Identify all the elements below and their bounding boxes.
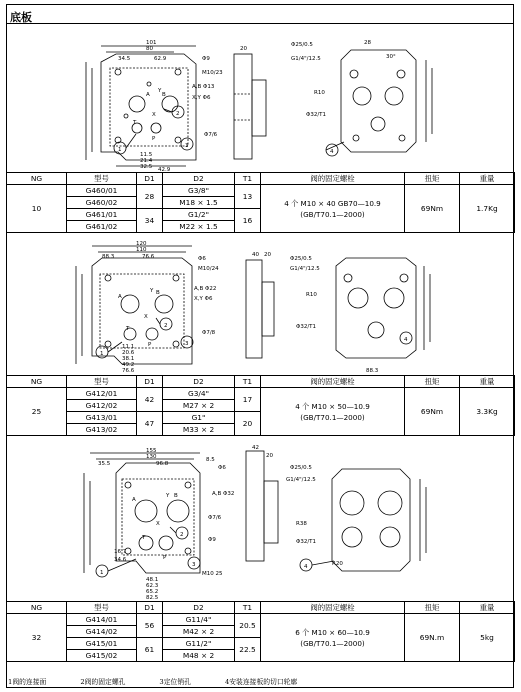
d2-cell: G1/2"	[163, 209, 235, 221]
ng25-side-view	[246, 260, 262, 358]
torque-cell: 69N.m	[405, 614, 460, 662]
legend-item: 1阀的连接面	[8, 678, 47, 686]
model-cell: G412/02	[67, 400, 137, 412]
header-t1: T1	[235, 173, 261, 185]
ng25-callout-number: 2	[164, 323, 168, 329]
ng32-callout-number: 4	[304, 564, 308, 570]
ng10-callout-number: 4	[330, 149, 334, 155]
ng32-callout: M10 25	[202, 571, 223, 577]
drawing-ng25	[6, 238, 514, 374]
weight-cell: 1.7Kg	[460, 185, 515, 233]
ng25-callout: A,B Φ22	[194, 286, 217, 292]
ng25-dim: 20.6	[122, 350, 135, 356]
d1-cell: 61	[137, 638, 163, 662]
t1-cell: 20	[235, 412, 261, 436]
weight-cell: 5kg	[460, 614, 515, 662]
header-t1: T1	[235, 602, 261, 614]
ng25-dim: 38.1	[122, 356, 135, 362]
ng25-callout-number: 3	[185, 341, 189, 347]
ng25-dim: 88.3	[366, 368, 379, 374]
d2-cell: G11/4"	[163, 614, 235, 626]
ng25-dim: 120	[136, 241, 147, 247]
ng-value: 32	[7, 614, 67, 662]
bolt-line2: (GB/T70.1—2000)	[300, 638, 365, 648]
ng25-callout: 40	[252, 252, 259, 258]
ng25-label: A	[118, 294, 122, 300]
d2-cell: M22 × 1.5	[163, 221, 235, 233]
ng-value: 25	[7, 388, 67, 436]
ng10-callout: G1/4"/12.5	[291, 56, 321, 62]
t1-cell: 20.5	[235, 614, 261, 638]
ng25-dim: 88.3	[102, 254, 115, 260]
ng32-plate-outline	[116, 463, 200, 573]
d2-cell: G3/8"	[163, 185, 235, 197]
ng32-callout-number: 3	[192, 562, 196, 568]
ng32-callout: A,B Φ32	[212, 491, 235, 497]
ng32-rear-outline	[332, 469, 410, 571]
header-torque: 扭矩	[405, 376, 460, 388]
t1-cell: 13	[235, 185, 261, 209]
ng32-label: B	[174, 493, 178, 499]
legend-footer	[8, 676, 514, 686]
header-d2: D2	[163, 602, 235, 614]
ng25-callout: Φ32/T1	[296, 324, 317, 330]
ng32-callout: Φ32/T1	[296, 539, 317, 545]
header-ng: NG	[7, 173, 67, 185]
header-weight: 重量	[460, 602, 515, 614]
legend-item: 3定位销孔	[159, 678, 191, 686]
t1-cell: 16	[235, 209, 261, 233]
ng25-dim: 11.1	[122, 344, 135, 350]
ng25-dim: 110	[136, 247, 147, 253]
ng10-label: B	[162, 92, 166, 98]
d2-cell: M42 × 2	[163, 626, 235, 638]
ng10-callout-number: 2	[176, 111, 180, 117]
model-cell: G460/02	[67, 197, 137, 209]
ng10-label: A	[146, 92, 150, 98]
ng10-callout: Φ32/T1	[306, 112, 327, 118]
ng10-callout: A,B Φ13	[192, 84, 215, 90]
bolt-line1: 4 个 M10 × 40 GB70—10.9	[284, 198, 381, 208]
ng32-callout: 20	[266, 453, 273, 459]
d1-cell: 47	[137, 412, 163, 436]
ng32-label: A	[132, 497, 136, 503]
ng10-callout: 28	[364, 40, 371, 46]
header-ng: NG	[7, 602, 67, 614]
ng32-label: P	[163, 555, 167, 561]
ng10-callout: M10/23	[202, 70, 223, 76]
header-torque: 扭矩	[405, 602, 460, 614]
model-cell: G415/01	[67, 638, 137, 650]
header-weight: 重量	[460, 376, 515, 388]
ng10-callout-number: 1	[118, 147, 122, 153]
ng32-dim: 34.6	[114, 557, 127, 563]
ng32-callout: Φ25/0.5	[290, 465, 312, 471]
header-bolt: 阀的固定螺栓	[261, 602, 405, 614]
bolt-line1: 6 个 M10 × 60—10.9	[295, 627, 370, 637]
ng32-callout: Φ6	[218, 465, 226, 471]
ng32-callout-number: 2	[180, 532, 184, 538]
ng32-dim: 16.7	[114, 549, 127, 555]
ng10-callout-number: 3	[185, 143, 189, 149]
ng32-label: T	[142, 535, 146, 541]
ng32-callout-number: 1	[100, 570, 104, 576]
ng25-callout: R10	[306, 292, 317, 298]
ng10-callout: Φ7/6	[204, 132, 218, 138]
ng25-rear-outline	[336, 258, 416, 358]
ng25-label: X	[144, 314, 148, 320]
ng32-callout: R20	[332, 561, 343, 567]
model-cell: G461/01	[67, 209, 137, 221]
ng32-dim: 8.5	[206, 457, 215, 463]
ng25-callout-number: 4	[404, 337, 408, 343]
d2-cell: G1"	[163, 412, 235, 424]
header-model: 型号	[67, 173, 137, 185]
ng25-callout: G1/4"/12.5	[290, 266, 320, 272]
ng32-callout: 42	[252, 445, 259, 451]
ng25-callout: M10/24	[198, 266, 219, 272]
header-d1: D1	[137, 376, 163, 388]
header-model: 型号	[67, 602, 137, 614]
ng10-callout: 20	[240, 46, 247, 52]
torque-cell: 69Nm	[405, 388, 460, 436]
header-t1: T1	[235, 376, 261, 388]
weight-cell: 3.3Kg	[460, 388, 515, 436]
d1-cell: 56	[137, 614, 163, 638]
model-cell: G461/02	[67, 221, 137, 233]
ng32-callout: Φ9	[208, 537, 216, 543]
ng25-dim: 76.6	[142, 254, 155, 260]
d2-cell: M33 × 2	[163, 424, 235, 436]
ng25-callout: X,Y Φ6	[194, 296, 213, 302]
ng32-callout: R38	[296, 521, 307, 527]
ng10-port-a	[129, 96, 145, 112]
header-model: 型号	[67, 376, 137, 388]
bolt-cell	[261, 185, 405, 233]
ng10-label: X	[152, 112, 156, 118]
ng32-dim: 62.3	[146, 583, 159, 589]
header-bolt: 阀的固定螺栓	[261, 376, 405, 388]
ng10-dim: 11.5	[140, 152, 153, 158]
ng32-side-view	[246, 451, 264, 561]
model-cell: G415/02	[67, 650, 137, 662]
ng10-port-b	[162, 96, 178, 112]
model-cell: G460/01	[67, 185, 137, 197]
ng10-dim: 34.5	[118, 56, 131, 62]
ng32-dim: 130	[146, 454, 157, 460]
bolt-line2: (GB/T70.1—2000)	[300, 209, 365, 219]
d1-cell: 28	[137, 185, 163, 209]
ng10-callout: Φ9	[202, 56, 210, 62]
ng32-dim: 35.5	[98, 461, 111, 467]
ng10-port-p	[151, 123, 161, 133]
header-d2: D2	[163, 376, 235, 388]
ng25-label: B	[156, 290, 160, 296]
d1-cell: 42	[137, 388, 163, 412]
ng32-label: Y	[166, 493, 170, 499]
header-d1: D1	[137, 173, 163, 185]
d2-cell: M18 × 1.5	[163, 197, 235, 209]
ng32-label: X	[156, 521, 160, 527]
header-ng: NG	[7, 376, 67, 388]
d1-cell: 34	[137, 209, 163, 233]
header-bolt: 阀的固定螺栓	[261, 173, 405, 185]
page-title: 底板	[10, 11, 32, 24]
bolt-line1: 4 个 M10 × 50—10.9	[295, 401, 370, 411]
model-cell: G412/01	[67, 388, 137, 400]
ng10-side-view	[234, 54, 252, 159]
drawing-ng10	[6, 24, 514, 172]
ng10-label: Y	[158, 88, 162, 94]
bolt-cell	[261, 388, 405, 436]
ng25-callout: Φ25/0.5	[290, 256, 312, 262]
spec-table-ng32	[6, 601, 515, 662]
ng10-dim: 42.9	[158, 167, 171, 172]
d2-cell: M48 × 2	[163, 650, 235, 662]
header-weight: 重量	[460, 173, 515, 185]
ng25-label: P	[148, 342, 152, 348]
drawing-ng32	[6, 441, 514, 599]
header-torque: 扭矩	[405, 173, 460, 185]
spec-table-ng25	[6, 375, 515, 436]
ng10-callout: 30°	[386, 54, 396, 60]
header-d2: D2	[163, 173, 235, 185]
ng-value: 10	[7, 185, 67, 233]
ng25-callout: Φ7/8	[202, 330, 216, 336]
ng25-dim: 76.6	[122, 368, 135, 374]
bolt-line2: (GB/T70.1—2000)	[300, 412, 365, 422]
ng10-label: P	[152, 136, 156, 142]
ng10-dim: 62.9	[154, 56, 167, 62]
ng25-label: Y	[150, 288, 154, 294]
model-cell: G414/01	[67, 614, 137, 626]
ng10-dim: 32.5	[140, 164, 153, 170]
ng32-dim: 155	[146, 448, 157, 454]
spec-table-ng10	[6, 172, 515, 233]
ng10-label: T	[133, 120, 137, 126]
ng10-dim: 21.4	[140, 158, 153, 164]
ng10-dim: 80	[146, 46, 153, 52]
bolt-cell	[261, 614, 405, 662]
torque-cell: 69Nm	[405, 185, 460, 233]
t1-cell: 17	[235, 388, 261, 412]
d2-cell: M27 × 2	[163, 400, 235, 412]
model-cell: G413/01	[67, 412, 137, 424]
model-cell: G414/02	[67, 626, 137, 638]
ng25-callout: Φ6	[198, 256, 206, 262]
ng10-dim: 101	[146, 40, 157, 46]
ng25-dim: 49.2	[122, 362, 135, 368]
ng25-callout-number: 1	[100, 351, 104, 357]
ng32-dim: 48.1	[146, 577, 159, 583]
t1-cell: 22.5	[235, 638, 261, 662]
ng10-callout: R10	[314, 90, 325, 96]
ng25-label: T	[126, 326, 130, 332]
header-d1: D1	[137, 602, 163, 614]
model-cell: G413/02	[67, 424, 137, 436]
legend-item: 2阀的固定螺孔	[80, 678, 126, 686]
ng25-callout: 20	[264, 252, 271, 258]
ng32-dim: 82.5	[146, 595, 159, 599]
ng10-callout: X,Y Φ6	[192, 95, 211, 101]
ng10-callout: Φ25/0.5	[291, 42, 313, 48]
ng32-callout: G1/4"/12.5	[286, 477, 316, 483]
ng32-callout: Φ7/6	[208, 515, 222, 521]
ng10-mounting-face	[110, 68, 188, 146]
d2-cell: G11/2"	[163, 638, 235, 650]
ng32-dim: 65.2	[146, 589, 159, 595]
ng32-dim: 96.8	[156, 461, 169, 467]
legend-item: 4安装连接板的切口轮廓	[224, 678, 298, 686]
d2-cell: G3/4"	[163, 388, 235, 400]
